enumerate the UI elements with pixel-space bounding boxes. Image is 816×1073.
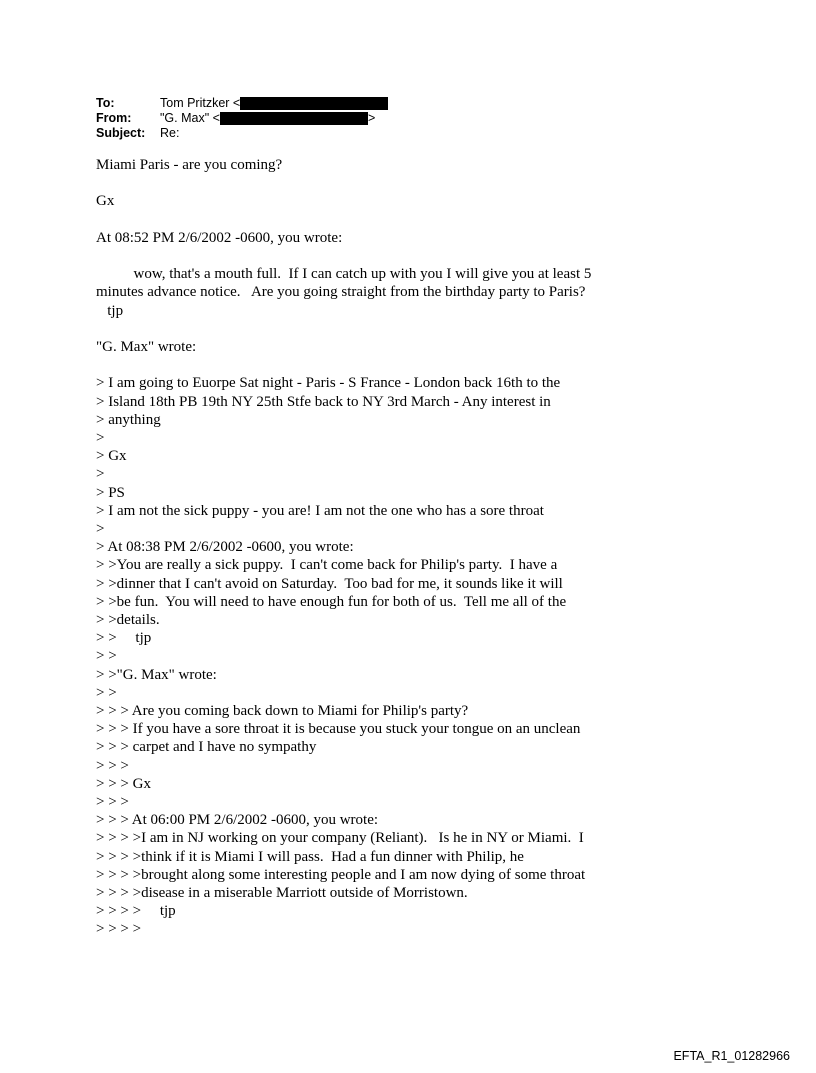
quoted-line: > > > >disease in a miserable Marriott outside of Morristown.: [96, 885, 468, 902]
quoted-line: > Island 18th PB 19th NY 25th Stfe back to NY 3rd March - Any interest in: [96, 393, 551, 410]
redaction-bar: [220, 112, 368, 125]
quoted-line: > >"G. Max" wrote:: [96, 666, 217, 683]
quoted-line: >: [96, 520, 105, 537]
quoted-line: > > > > tjp: [96, 903, 176, 920]
subject-label: Subject:: [96, 126, 146, 140]
quoted-line: > >be fun. You will need to have enough fun for both of us. Tell me all of the: [96, 593, 567, 610]
quoted-line: > > > >: [96, 921, 142, 938]
quoted-line: > Gx: [96, 448, 127, 465]
quoted-line: > > tjp: [96, 630, 152, 647]
document-id: EFTA_R1_01282966: [673, 1049, 790, 1063]
body-line: "G. Max" wrote:: [96, 338, 197, 355]
body-line: wow, that's a mouth full. If I can catch up with you I will give you at least 5: [96, 266, 592, 283]
quoted-line: > I am not the sick puppy - you are! I am not the one who has a sore throat: [96, 502, 544, 519]
from-close: >: [367, 111, 376, 125]
quoted-line: >: [96, 429, 105, 446]
from-row: [96, 111, 388, 126]
body-line: minutes advance notice. Are you going straight from the birthday party to Paris?: [96, 284, 586, 301]
to-row: [96, 96, 388, 111]
body-line: Miami Paris - are you coming?: [96, 157, 283, 173]
body-line: At 08:52 PM 2/6/2002 -0600, you wrote:: [96, 229, 343, 246]
redaction-bar: [240, 97, 388, 110]
to-value: Tom Pritzker <: [160, 96, 241, 110]
quoted-line: > PS: [96, 484, 125, 501]
quoted-line: > > > >think if it is Miami I will pass. Had a fun dinner with Philip, he: [96, 848, 524, 865]
quoted-line: > > >: [96, 794, 129, 811]
from-label: From:: [96, 111, 132, 125]
quoted-line: > >You are really a sick puppy. I can't come back for Philip's party. I have a: [96, 557, 558, 574]
quoted-line: > > > At 06:00 PM 2/6/2002 -0600, you wrote:: [96, 812, 379, 829]
quoted-line: > > > >I am in NJ working on your company (Reliant). Is he in NY or Miami. I: [96, 830, 584, 847]
to-label: To:: [96, 96, 115, 110]
body-line: tjp: [96, 302, 124, 319]
quoted-line: > anything: [96, 411, 161, 428]
quoted-line: > > > Are you coming back down to Miami for Philip's party?: [96, 703, 469, 720]
body-line: Gx: [96, 193, 115, 210]
quoted-line: > > > If you have a sore throat it is because you stuck your tongue on an unclean: [96, 721, 581, 738]
quoted-line: > >: [96, 684, 117, 701]
quoted-line: > >details.: [96, 612, 160, 628]
subject-row: [96, 126, 388, 141]
quoted-line: > > > >brought along some interesting people and I am now dying of some throat: [96, 866, 586, 883]
quoted-line: > At 08:38 PM 2/6/2002 -0600, you wrote:: [96, 539, 354, 556]
quoted-line: > >: [96, 648, 117, 665]
email-header: [96, 96, 388, 141]
quoted-line: > > > Gx: [96, 775, 151, 792]
quoted-thread: [96, 374, 736, 938]
quoted-line: > I am going to Euorpe Sat night - Paris - S France - London back 16th to the: [96, 375, 561, 392]
quoted-line: >: [96, 466, 105, 483]
quoted-line: > >dinner that I can't avoid on Saturday. Too bad for me, it sounds like it will: [96, 575, 563, 592]
subject-value: Re:: [160, 126, 180, 140]
from-value: "G. Max" <: [160, 111, 220, 125]
quoted-line: > > >: [96, 757, 129, 774]
email-body: [96, 156, 736, 939]
quoted-line: > > > carpet and I have no sympathy: [96, 739, 317, 756]
